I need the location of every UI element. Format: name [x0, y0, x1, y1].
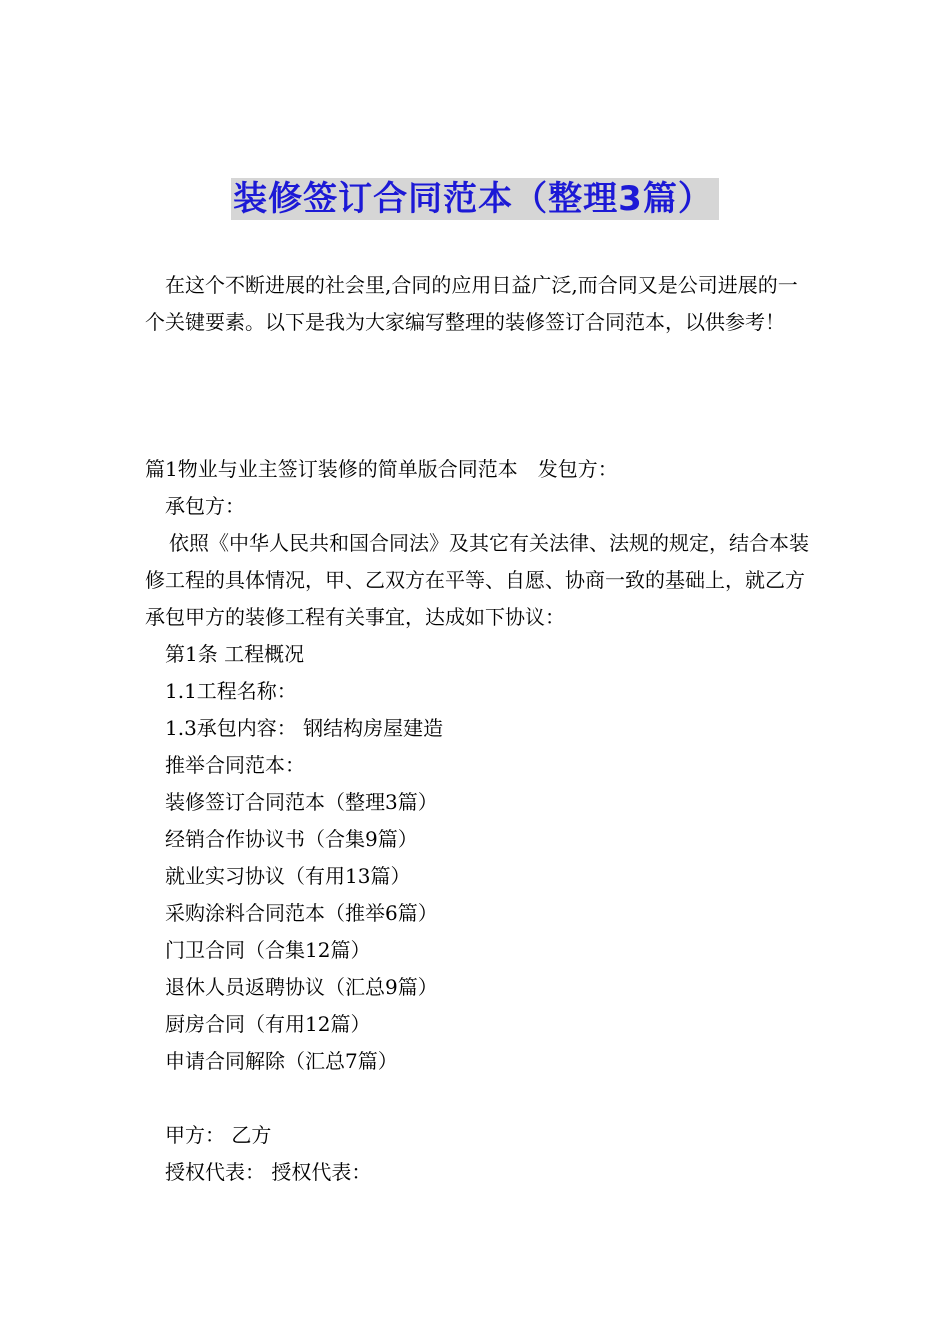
recommended-item[interactable]: 采购涂料合同范本（推举6篇）: [165, 901, 438, 925]
recommended-item[interactable]: 就业实习协议（有用13篇）: [165, 864, 411, 888]
item-1-3: 1.3承包内容： 钢结构房屋建造: [165, 716, 444, 740]
section-heading: 篇1物业与业主签订装修的简单版合同范本 发包方：: [145, 457, 618, 481]
recommended-item[interactable]: 申请合同解除（汇总7篇）: [165, 1049, 398, 1073]
party-line: 甲方： 乙方: [165, 1123, 272, 1147]
item-1-1: 1.1工程名称：: [165, 679, 297, 703]
recommended-item[interactable]: 装修签订合同范本（整理3篇）: [165, 790, 438, 814]
representative-line: 授权代表： 授权代表：: [165, 1160, 372, 1184]
recommended-item[interactable]: 门卫合同（合集12篇）: [165, 938, 371, 962]
recommended-item[interactable]: 退休人员返聘协议（汇总9篇）: [165, 975, 438, 999]
recommended-item[interactable]: 经销合作协议书（合集9篇）: [165, 827, 418, 851]
document-body: [145, 451, 815, 1191]
legal-paragraph: 依照《中华人民共和国合同法》及其它有关法律、法规的规定，结合本装修工程的具体情况，甲、乙双方在平等、自愿、协商一致的基础上，就乙方承包甲方的装修工程有关事宜，达成如下协议：: [145, 531, 809, 629]
document-title: 装修签订合同范本（整理3篇）: [231, 178, 719, 220]
article-1-heading: 第1条 工程概况: [165, 642, 305, 666]
title-container: [0, 178, 950, 220]
recommend-heading: 推举合同范本：: [165, 753, 305, 777]
contractor-label: 承包方：: [165, 494, 245, 518]
recommended-item[interactable]: 厨房合同（有用12篇）: [165, 1012, 371, 1036]
spacer: [145, 1080, 815, 1117]
intro-paragraph: 在这个不断进展的社会里,合同的应用日益广泛,而合同又是公司进展的一个关键要素。以下是我为大家编写整理的装修签订合同范本，以供参考！: [145, 273, 798, 334]
